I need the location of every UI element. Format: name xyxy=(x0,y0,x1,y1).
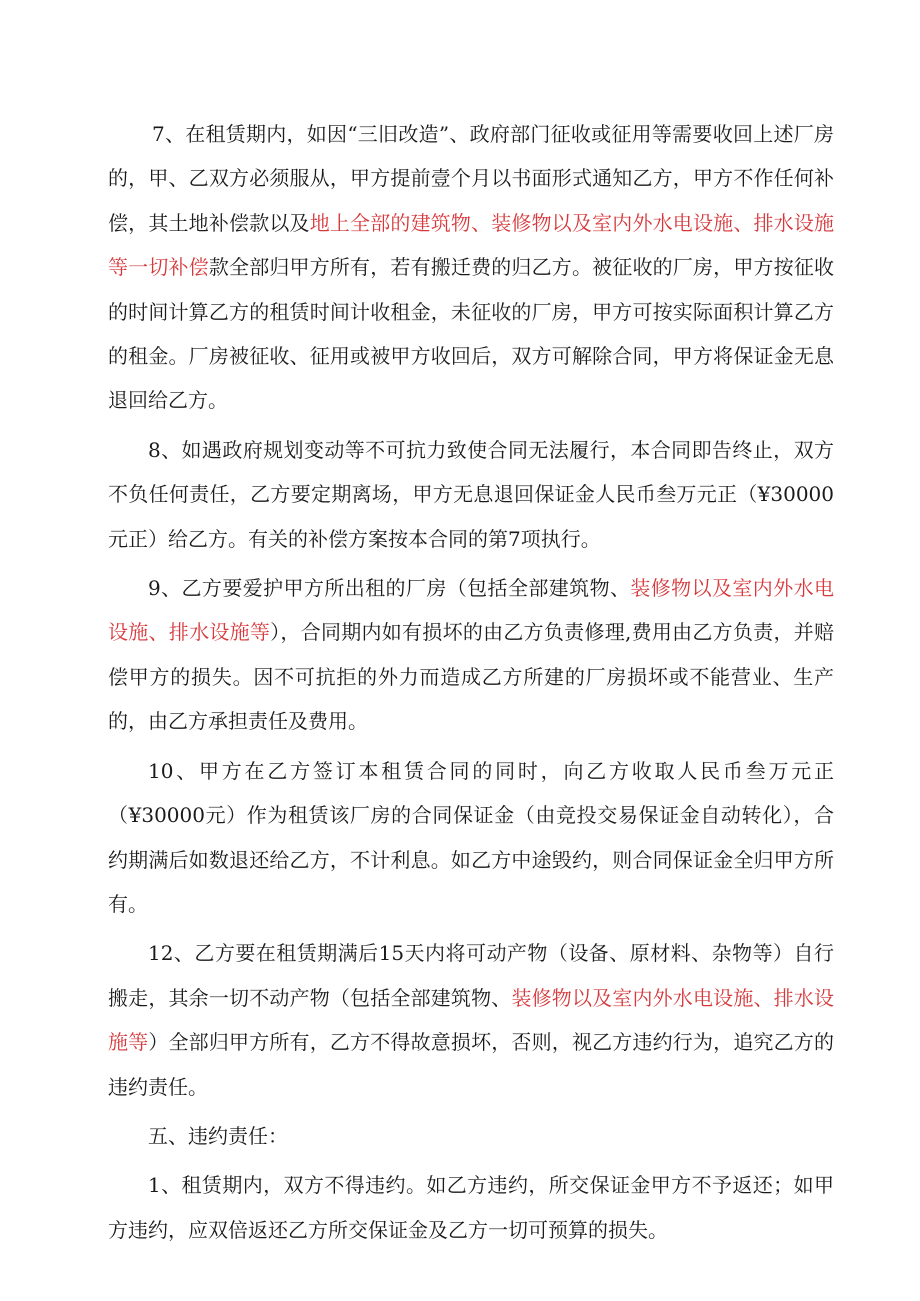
clause-8-paragraph xyxy=(108,428,834,561)
text-segment: 9、乙方要爱护甲方所出租的厂房（包括全部建筑物、 xyxy=(148,576,631,601)
highlighted-text-segment: 装修物以及室内外水电设施、排水设施等 xyxy=(108,576,834,645)
text-segment: 10、甲方在乙方签订本租赁合同的同时，向乙方收取人民币叁万元正（¥30000元）作为租赁该厂房的合同保证金（由竞投交易保证金自动转化），合约期满后如数退还给乙方，不计利息。如乙方中途毁约，则合同保证金全归甲方所有。 xyxy=(108,758,834,916)
text-segment: 1、租赁期内，双方不得违约。如乙方违约，所交保证金甲方不予返还；如甲方违约，应双倍返还乙方所交保证金及乙方一切可预算的损失。 xyxy=(108,1173,834,1242)
section-5-heading xyxy=(108,1114,834,1158)
text-segment: ），合同期内如有损坏的由乙方负责修理,费用由乙方负责，并赔偿甲方的损失。因不可抗拒的外力而造成乙方所建的厂房损坏或不能营业、生产的，由乙方承担责任及费用。 xyxy=(108,620,835,734)
contract-page xyxy=(108,112,834,1257)
highlighted-text-segment: 装修物以及室内外水电设施、排水设施等 xyxy=(108,985,835,1055)
clause-12-paragraph xyxy=(108,931,834,1109)
section-5-item-1-paragraph xyxy=(108,1163,834,1252)
clause-10-paragraph xyxy=(108,749,834,927)
text-segment: 7、在租赁期内，如因“三旧改造”、政府部门征收或征用等需要收回上述厂房的，甲、乙双方必须服从，甲方提前壹个月以书面形式通知乙方，甲方不作任何补偿，其土地补偿款以及 xyxy=(108,122,834,235)
highlighted-text-segment: 地上全部的建筑物、装修物以及室内外水电设施、排水设施等一切补偿 xyxy=(108,210,835,280)
text-segment: 款全部归甲方所有，若有搬迁费的归乙方。被征收的厂房，甲方按征收的时间计算乙方的租赁时间计收租金，未征收的厂房，甲方可按实际面积计算乙方的租金。厂房被征收、征用或被甲方收回后，双方可解除合同，甲方将保证金无息退回给乙方。 xyxy=(108,255,835,413)
text-segment: 12、乙方要在租赁期满后15天内将可动产物（设备、原材料、杂物等）自行搬走，其余一切不动产物（包括全部建筑物、 xyxy=(108,941,834,1010)
text-segment: 8、如遇政府规划变动等不可抗力致使合同无法履行，本合同即告终止，双方不负任何责任，乙方要定期离场，甲方无息退回保证金人民币叁万元正（¥30000元正）给乙方。有关的补偿方案按本合同的第7项执行。 xyxy=(108,437,834,551)
clause-9-paragraph xyxy=(108,566,834,744)
heading-text: 五、违约责任： xyxy=(148,1123,288,1148)
text-segment: ）全部归甲方所有，乙方不得故意损坏，否则，视乙方违约行为，追究乙方的违约责任。 xyxy=(108,1030,835,1099)
clause-7-paragraph xyxy=(108,112,834,423)
